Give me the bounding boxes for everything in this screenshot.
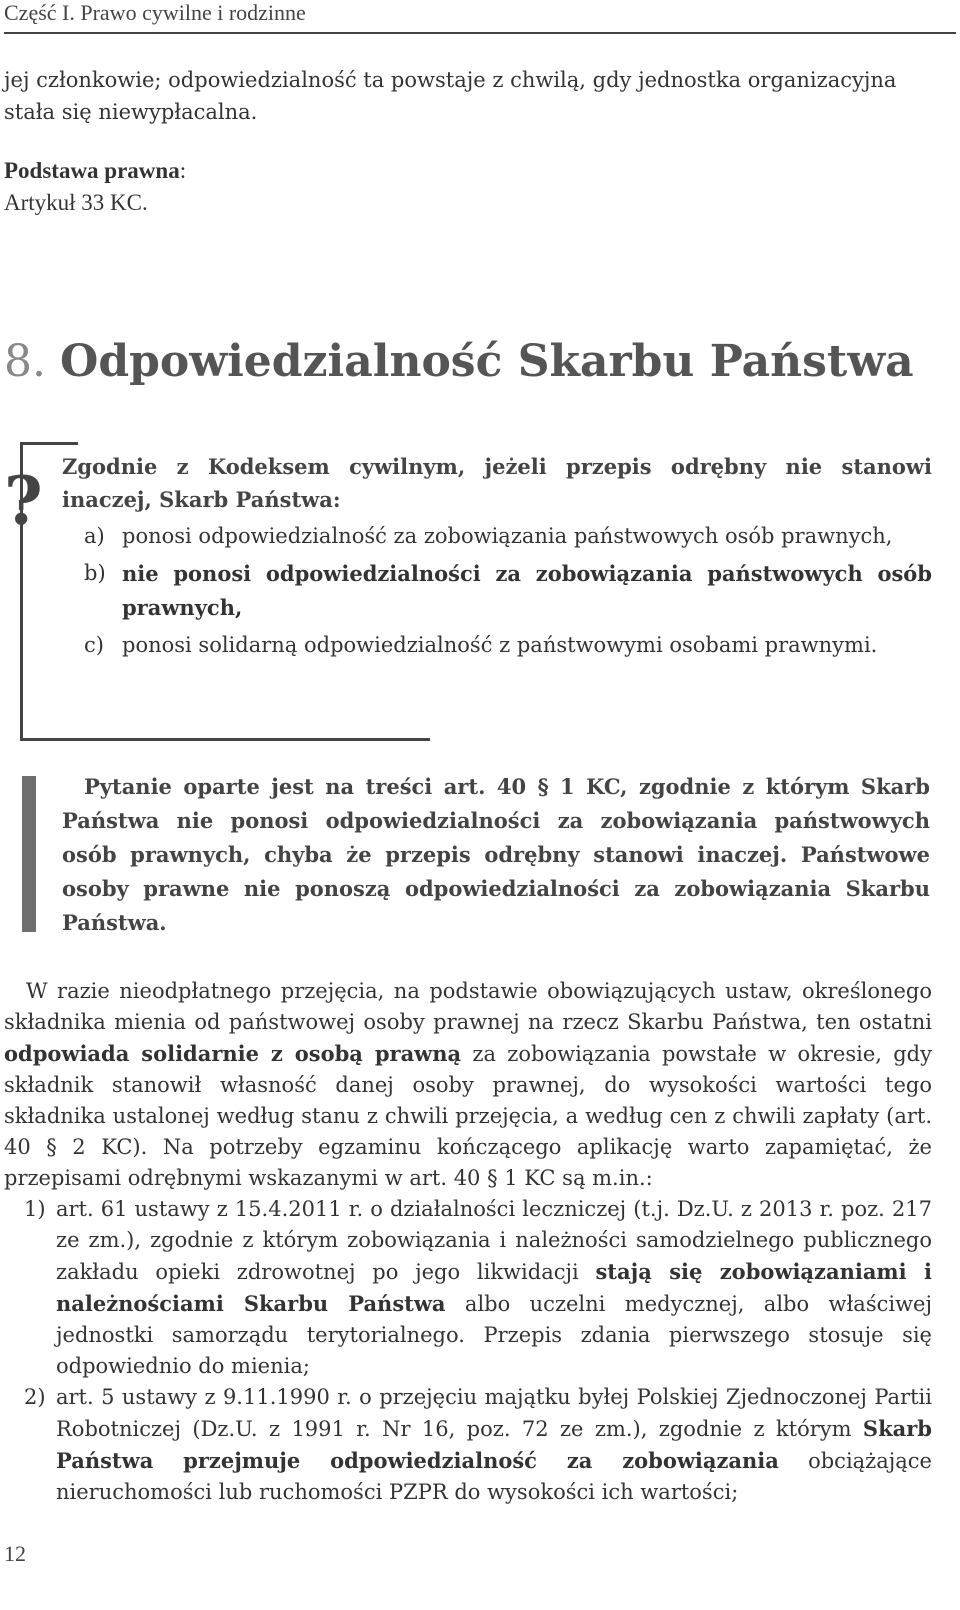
list-item-text: art. 5 ustawy z 9.11.1990 r. o przejęciu majątku byłej Polskiej Zjednoczonej Partii Robotniczej (Dz.U. z 1991 r. Nr 16, poz. 72 ze zm.), zgodnie z którym xyxy=(56,1385,932,1441)
option-text: nie ponosi odpowiedzialności za zobowiązania państwowych osób prawnych, xyxy=(122,561,932,620)
legal-basis-colon: : xyxy=(179,158,187,183)
list-marker: 2) xyxy=(24,1385,46,1409)
option-b xyxy=(62,557,932,625)
question-mark-icon: ? xyxy=(4,462,43,540)
list-item-text: art. 61 ustawy z 15.4.2011 r. o działalności leczniczej (t.j. Dz.U. z 2013 r. poz. 217 ze zm.), zgodnie z którym zobowiązania i należności samodzielnego publicznego zakładu opieki zdrowotnej po jego likwidacji xyxy=(56,1197,932,1284)
option-marker: a) xyxy=(84,524,105,548)
section-title: Odpowiedzialność Skarbu Państwa xyxy=(59,336,914,387)
list-item-text: albo uczelni medycznej, albo właściwej jednostki samorządu terytorialnego. Przepis zdania pierwszego stosuje się odpowiednio do mienia; xyxy=(56,1292,932,1378)
answer-explanation: Pytanie oparte jest na treści art. 40 § 1 KC, zgodnie z którym Skarb Państwa nie ponosi odpowiedzialności za zobowiązania państwowych osób prawnych, chyba że przepis odrębny stanowi inaczej. Państwowe osoby prawne nie ponoszą odpowiedzialności za zobowiązania Skarbu Państwa. xyxy=(62,774,930,935)
option-c xyxy=(62,629,932,662)
question-block xyxy=(62,450,932,666)
question-intro: Zgodnie z Kodeksem cywilnym, jeżeli przepis odrębny nie stanowi inaczej, Skarb Państwa: xyxy=(62,454,932,512)
answer-marker-bar xyxy=(22,776,36,932)
body-paragraph-emphasis: odpowiada solidarnie z osobą prawną xyxy=(4,1041,462,1066)
body-text xyxy=(4,976,932,1508)
running-header: Część I. Prawo cywilne i rodzinne xyxy=(4,0,306,25)
question-box-top-border xyxy=(20,442,78,445)
section-number: 8. xyxy=(4,336,46,387)
page-number: 12 xyxy=(4,1541,26,1566)
list-item xyxy=(4,1382,932,1508)
section-heading xyxy=(4,336,914,387)
body-paragraph xyxy=(4,976,932,1194)
header-divider xyxy=(4,32,956,34)
regulation-list xyxy=(4,1194,932,1508)
option-text: ponosi solidarną odpowiedzialność z państwowymi osobami prawnymi. xyxy=(122,633,878,657)
list-marker: 1) xyxy=(24,1197,46,1221)
legal-basis-label-text: Podstawa prawna xyxy=(4,158,180,183)
question-box-bottom-border xyxy=(20,738,430,741)
legal-basis-value: Artykuł 33 KC. xyxy=(4,190,148,215)
option-marker: c) xyxy=(84,633,104,657)
option-marker: b) xyxy=(84,561,106,585)
list-item-text: obciążające nieruchomości lub ruchomości PZPR do wysokości ich wartości; xyxy=(56,1449,932,1504)
body-paragraph-part: za zobowiązania powstałe w okresie, gdy składnik stanowił własność danej osoby prawnej, do wysokości wartości tego składnika ustalonej według stanu z chwili przejęcia, a według cen z chwili zapłaty (art. 40 § 2 KC). Na potrzeby egzaminu kończącego aplikację warto zapamiętać, że przepisami odrębnymi wskazanymi w art. 40 § 1 KC są m.in.: xyxy=(4,1042,932,1190)
continuation-paragraph xyxy=(4,64,954,128)
list-item-emphasis: Skarb Państwa przejmuje odpowiedzialność za zobowiązania xyxy=(56,1416,932,1473)
answer-options xyxy=(62,520,932,662)
option-a xyxy=(62,520,932,553)
list-item xyxy=(4,1194,932,1382)
body-paragraph-part: W razie nieodpłatnego przejęcia, na podstawie obowiązujących ustaw, określonego składnika mienia od państwowej osoby prawnej na rzecz Skarbu Państwa, ten ostatni xyxy=(4,979,932,1034)
list-item-emphasis: stają się zobowiązaniami i należnościami Skarbu Państwa xyxy=(56,1259,932,1316)
option-text: ponosi odpowiedzialność za zobowiązania państwowych osób prawnych, xyxy=(122,524,893,548)
legal-basis-label xyxy=(4,155,186,187)
continuation-text: jej członkowie; odpowiedzialność ta powstaje z chwilą, gdy jednostka organizacyjna stała się niewypłacalna. xyxy=(4,68,897,124)
